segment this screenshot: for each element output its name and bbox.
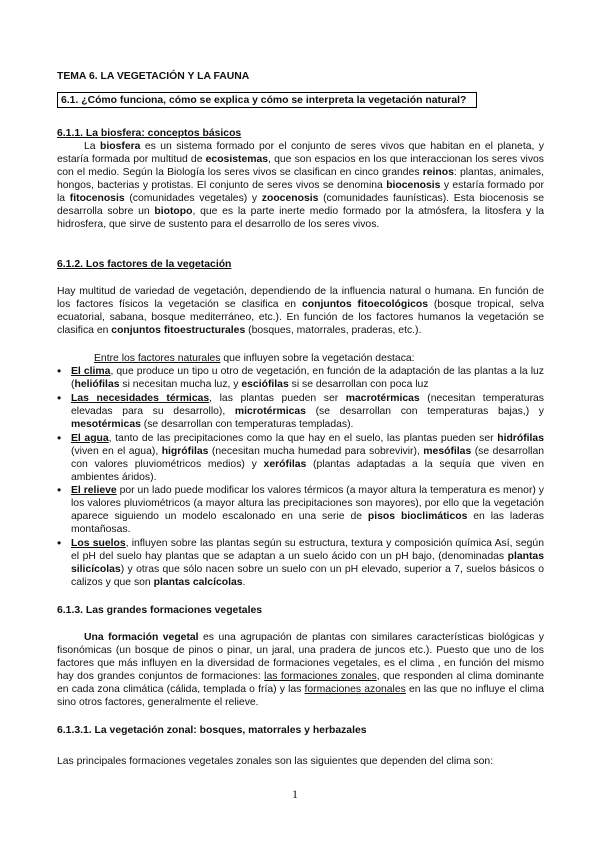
- text-run: fitocenosis: [69, 193, 125, 204]
- text-run: plantas calcícolas: [153, 577, 243, 588]
- bullet-agua-text: [71, 432, 544, 484]
- text-run: esciófilas: [241, 379, 289, 390]
- text-run: ) y otras que sólo nacen sobre un suelo con un pH elevado, superior a 7, suelos básicos o calizos y que son: [71, 564, 544, 588]
- text-run: formaciones azonales: [304, 684, 406, 695]
- bullet-dot: •: [57, 431, 62, 445]
- text-run: (necesitan mucha humedad para sobrevivir),: [208, 446, 424, 457]
- text-run: microtérmicas: [234, 406, 306, 417]
- section-6-1-heading: 6.1. ¿Cómo funciona, cómo se explica y cómo se interpreta la vegetación natural?: [57, 92, 477, 108]
- text-run: , tanto de las precipitaciones como la que hay en el suelo, las plantas pueden ser: [108, 433, 498, 444]
- formaciones-paragraph: [57, 631, 544, 709]
- bullet-relieve-text: [71, 484, 544, 536]
- text-run: si necesitan mucha luz, y: [119, 379, 242, 390]
- text-run: (bosques, matorrales, praderas, etc.).: [245, 325, 422, 336]
- text-run: .: [242, 577, 246, 588]
- text-run: Hay multitud de variedad de vegetación, dependiendo de la influencia natural o humana. En función de los factores físicos la vegetación se clasifica en: [57, 286, 544, 310]
- text-run: , influyen sobre las plantas según su estructura, textura y composición química Así, según el pH del suelo hay plantas que se adaptan a un suelo ácido con un pH bajo, (denominadas: [71, 538, 544, 562]
- bullet-dot: •: [57, 364, 62, 378]
- text-run: si se desarrollan con poca luz: [288, 379, 429, 390]
- text-run: Los suelos: [71, 538, 126, 549]
- text-run: higrófilas: [161, 446, 209, 457]
- factores-naturales-intro: Entre los factores naturales que influyen sobre la vegetación destaca:: [94, 353, 415, 364]
- text-run: La: [84, 141, 100, 152]
- text-run: y estaría formado por la: [57, 180, 544, 204]
- text-run: (necesitan temperaturas elevadas para su desarrollo),: [71, 393, 545, 417]
- factores-paragraph: [57, 285, 544, 337]
- bullet-dot: •: [57, 536, 62, 550]
- text-run: (se desarrollan con temperaturas bajas,) y: [305, 406, 544, 417]
- section-6-1-2-heading: 6.1.2. Los factores de la vegetación: [57, 259, 232, 270]
- text-run: : plantas, animales, hongos, bacterias y protistas. El conjunto de seres vivos se denomina: [57, 167, 545, 191]
- text-run: plantas silicícolas: [71, 551, 544, 575]
- text-run: zoocenosis: [261, 193, 319, 204]
- text-run: (plantas adaptadas a la sequía que viven en ambientes áridos).: [71, 459, 544, 483]
- text-run: ecosistemas: [205, 154, 269, 165]
- text-run: biocenosis: [386, 180, 441, 191]
- text-run: El relieve: [71, 485, 117, 496]
- text-run: (viven en el agua),: [71, 446, 162, 457]
- page-number: 1: [292, 787, 298, 801]
- text-run: mesotérmicas: [71, 419, 141, 430]
- text-run: El agua: [71, 433, 109, 444]
- text-run: , que son espacios en los que interaccionan los seres vivos con el medio. Según la Biología los seres vivos se clasifican en cinco grandes: [57, 154, 544, 178]
- text-run: es un sistema formado por el conjunto de seres vivos que habitan en el planeta, y estaría formada por multitud de: [57, 141, 544, 165]
- text-run: por un lado puede modificar los valores térmicos (a mayor altura la temperatura es menor) y los valores pluviométricos (a mayor altura las precipitaciones son mayores), por ello que la vegetación aparece siguiendo un modelo escalonado en una serie de: [71, 485, 544, 522]
- text-run: pisos bioclimáticos: [367, 511, 468, 522]
- text-run: (se desarrollan con temperaturas templadas).: [140, 419, 354, 430]
- section-6-1-3-1-heading: 6.1.3.1. La vegetación zonal: bosques, matorrales y herbazales: [57, 725, 367, 736]
- text-run: El clima: [71, 366, 111, 377]
- text-run: conjuntos fitoecológicos: [301, 299, 428, 310]
- text-run: (bosque tropical, selva ecuatorial, sabana, bosque mediterráneo, etc.). En función de los factores humanos la vegetación se clasifica en: [57, 299, 544, 336]
- document-title: TEMA 6. LA VEGETACIÓN Y LA FAUNA: [57, 71, 250, 82]
- text-run: , que responden al clima dominante en cada zona climática (cálida, templada o fría) y las: [57, 671, 545, 695]
- text-run: (comunidades vegetales) y: [124, 193, 262, 204]
- text-run: , que produce un tipo u otro de vegetación, en función de la adaptación de las plantas a la luz (: [71, 366, 544, 390]
- text-run: (comunidades faunísticas). Esta biocenosis se desarrolla sobre un: [57, 193, 544, 217]
- text-run: biosfera: [100, 141, 141, 152]
- text-run: en las que no influye el clima sino otros factores, generalmente el relieve.: [57, 684, 544, 708]
- section-6-1-1-heading: 6.1.1. La biosfera: conceptos básicos: [57, 128, 242, 139]
- biosfera-paragraph: [57, 140, 544, 231]
- text-run: las formaciones zonales: [264, 671, 377, 682]
- text-run: macrotérmicas: [345, 393, 420, 404]
- text-run: Una formación vegetal: [84, 632, 199, 643]
- text-run: (se desarrollan con valores pluviométricos medios) y: [71, 446, 544, 470]
- text-run: reinos: [422, 167, 454, 178]
- section-6-1-3-heading: 6.1.3. Las grandes formaciones vegetales: [57, 605, 263, 616]
- text-run: en las laderas montañosas.: [71, 511, 544, 535]
- bullet-suelos-text: [71, 537, 544, 589]
- text-run: , las plantas pueden ser: [209, 393, 346, 404]
- text-run: mesófilas: [423, 446, 472, 457]
- bullet-dot: •: [57, 391, 62, 405]
- text-run: Las necesidades térmicas: [71, 393, 210, 404]
- text-run: heliófilas: [74, 379, 120, 390]
- text-run: xerófilas: [263, 459, 307, 470]
- bullet-clima-text: [71, 365, 544, 391]
- bullet-dot: •: [57, 483, 62, 497]
- text-run: hidrófilas: [497, 433, 544, 444]
- text-run: es una agrupación de plantas con similares características biológicas y fisonómicas (un bosque de pinos o pinar, un jaral, una pradera de juncos etc.). Puesto que uno de los factores que más influyen en la diversidad de formaciones vegetales, es el clima , en función del mismo hay dos grandes conjuntos de formaciones:: [57, 632, 544, 682]
- bullet-termicas-text: [71, 392, 544, 431]
- zonales-paragraph: Las principales formaciones vegetales zonales son las siguientes que dependen del clima son:: [57, 756, 494, 767]
- text-run: , que es la parte inerte medio formado por la atmósfera, la litosfera y la hidrosfera, que sirve de sustento para el desarrollo de los seres vivos.: [57, 206, 544, 230]
- text-run: conjuntos fitoestructurales: [111, 325, 246, 336]
- text-run: biotopo: [154, 206, 193, 217]
